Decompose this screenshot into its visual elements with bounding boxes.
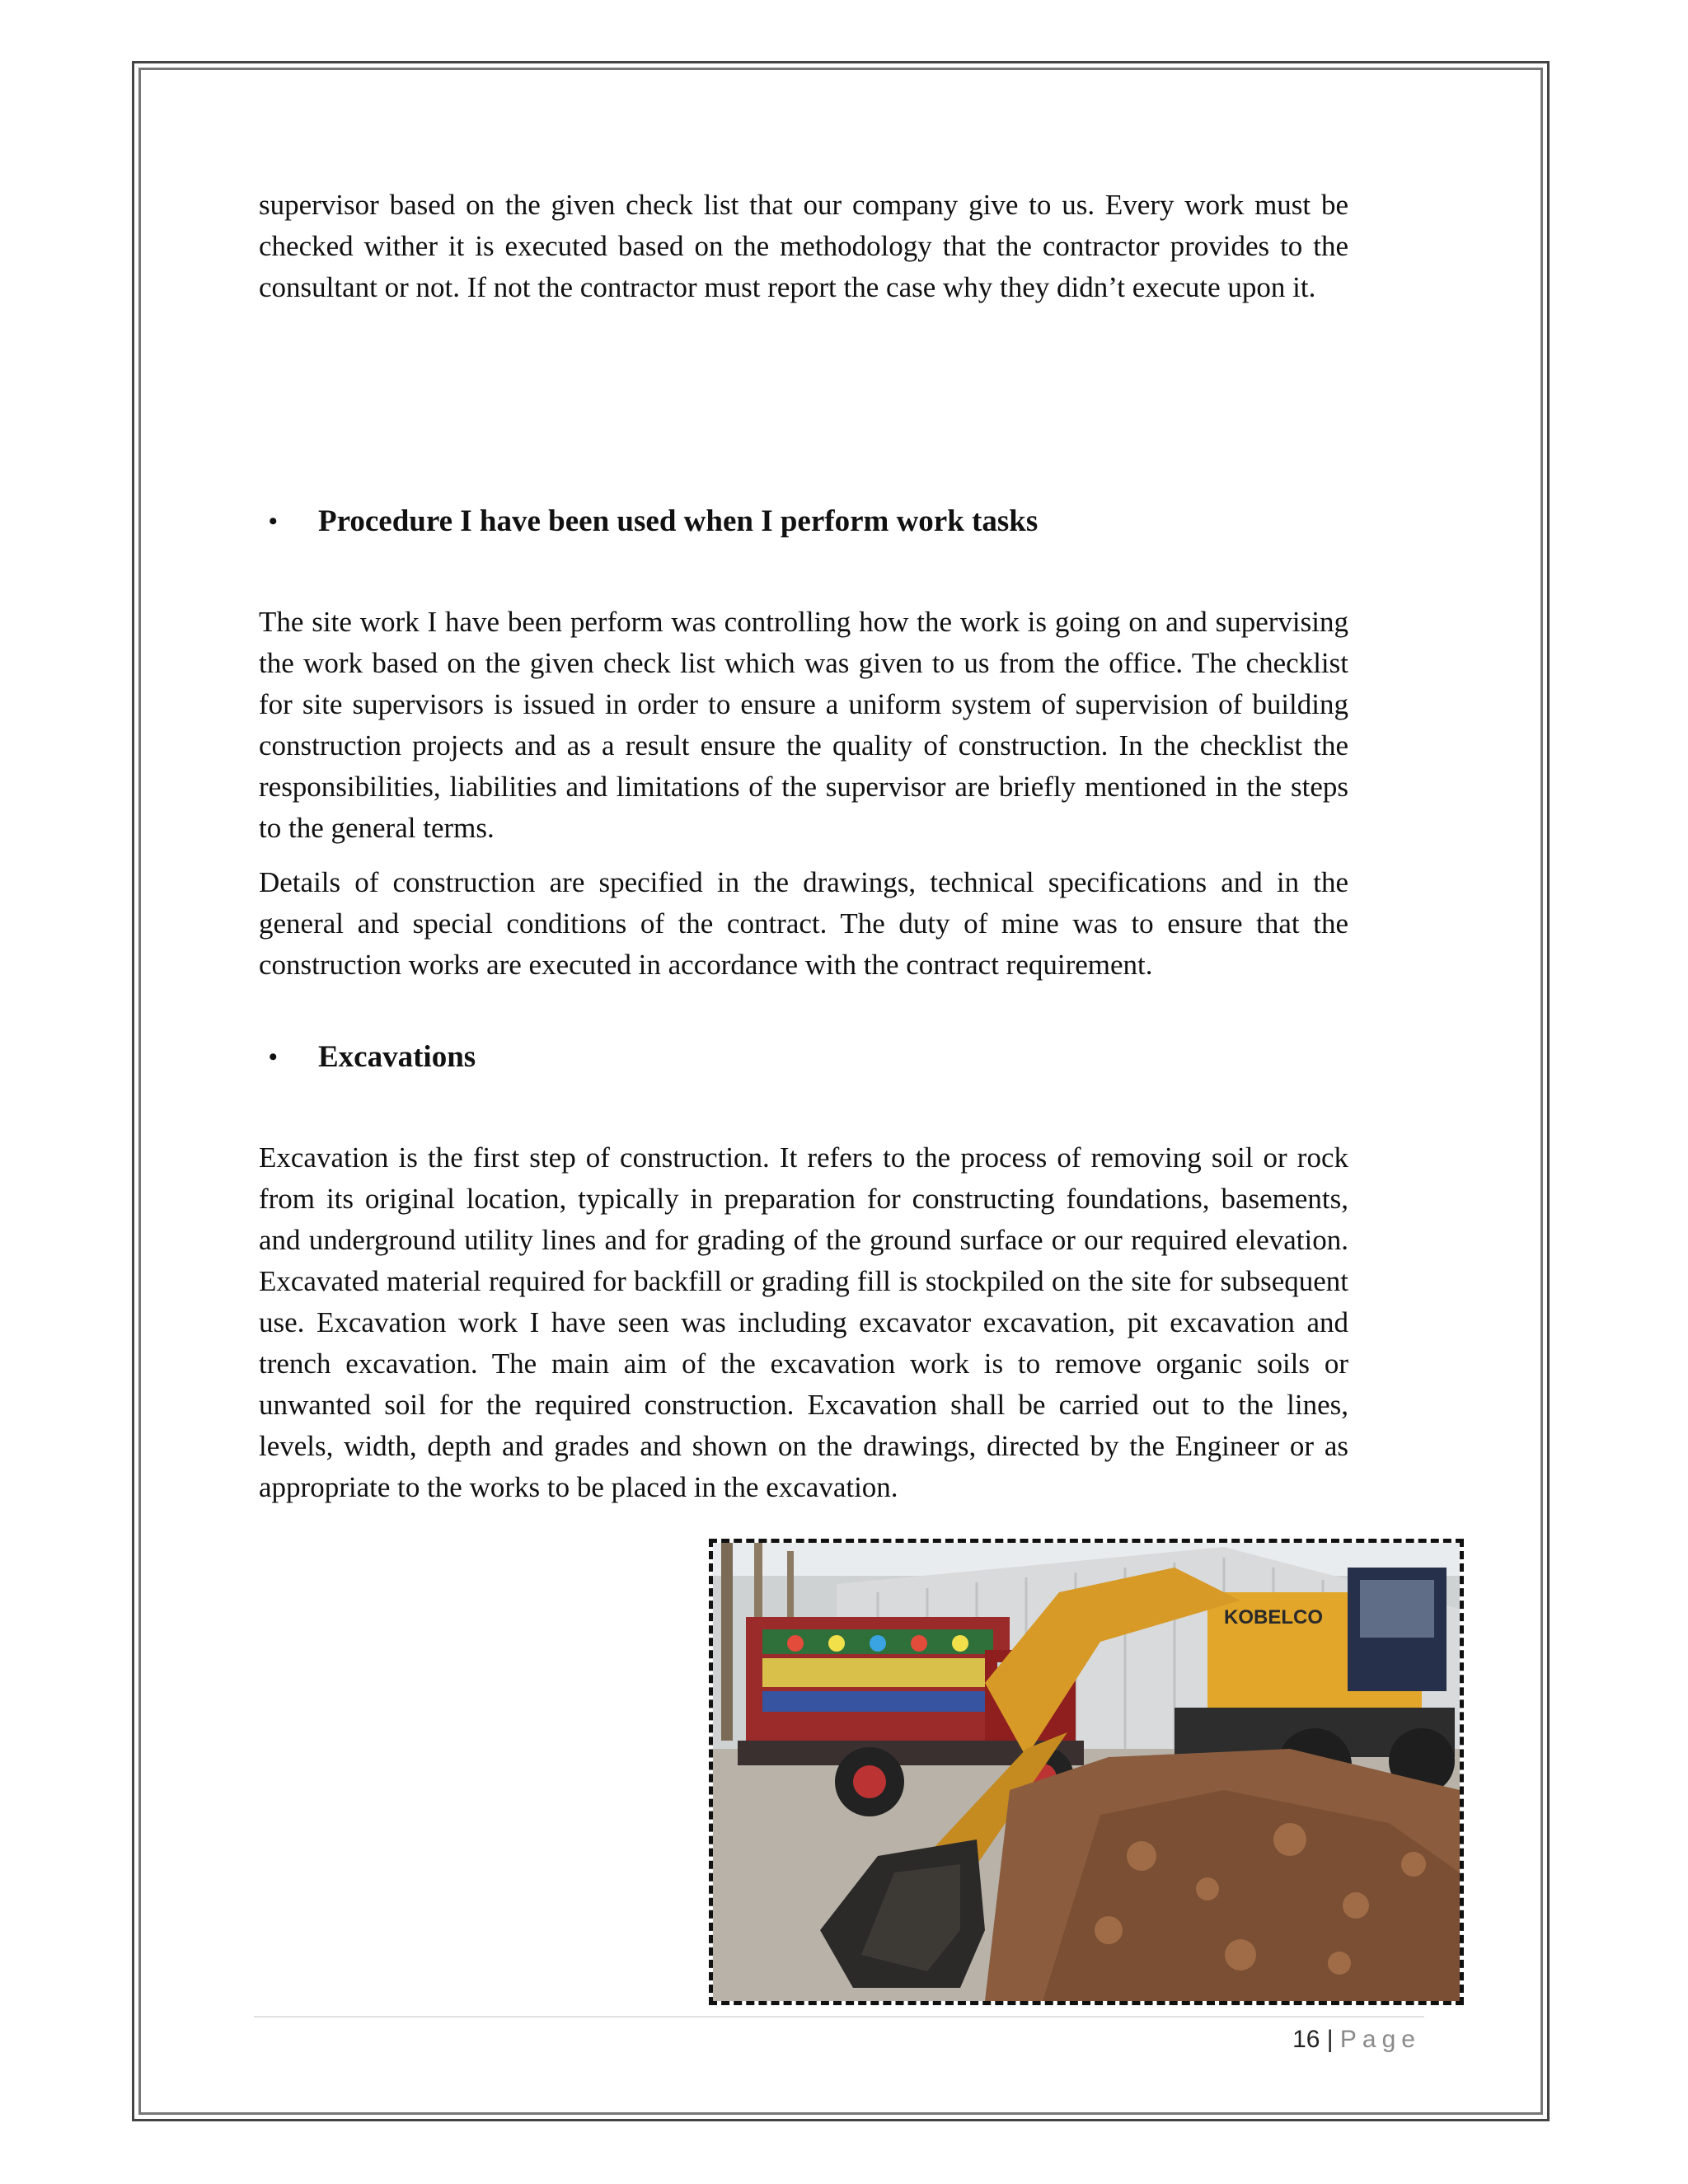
bullet-icon: • bbox=[269, 1043, 278, 1071]
page-footer bbox=[1071, 2023, 1421, 2056]
procedure-paragraph-block bbox=[259, 602, 1348, 986]
excavation-paragraph: Excavation is the first step of construction. It refers to the process of removing soil or rock from its original location, typically in preparation for constructing foundations, basements, and underground utility lines and for grading of the ground surface or our required elevation. Excavated material required for backfill or grading fill is stockpiled on the site for subsequent use. Excavation work I have seen was including excavator excavation, pit excavation and trench excavation. The main aim of the excavation work is to remove organic soils or unwanted soil for the required construction. Excavation shall be carried out to the lines, levels, width, depth and grades and shown on the drawings, directed by the Engineer or as appropriate to the works to be placed in the excavation. bbox=[259, 1141, 1348, 1503]
heading-procedure bbox=[269, 501, 1340, 542]
footer-separator: | bbox=[1326, 2026, 1334, 2053]
footer-divider bbox=[254, 2016, 1424, 2018]
heading-procedure-text: Procedure I have been used when I perform work tasks bbox=[318, 504, 1039, 538]
bullet-icon: • bbox=[269, 508, 278, 535]
excavator-photo-illustration bbox=[713, 1543, 1460, 2001]
procedure-paragraph-1: The site work I have been perform was controlling how the work is going on and supervising the work based on the given check list which was given to us from the office. The checklist for site supervisors is issued in order to ensure a uniform system of supervision of building construction projects and as a result ensure the quality of construction. In the checklist the responsibilities, liabilities and limitations of the supervisor are briefly mentioned in the steps to the general terms. bbox=[259, 606, 1348, 844]
page-number: 16 bbox=[1292, 2026, 1320, 2053]
intro-paragraph: supervisor based on the given check list that our company give to us. Every work must be checked wither it is executed based on the methodology that the contractor provides to the consultant or not. If not the contractor must report the case why they didn’t execute upon it. bbox=[259, 189, 1348, 303]
intro-paragraph-block bbox=[259, 185, 1348, 308]
excavation-paragraph-block bbox=[259, 1137, 1348, 1508]
heading-excavations-text: Excavations bbox=[318, 1040, 476, 1074]
excavator-brand-text: KOBELCO bbox=[1224, 1606, 1323, 1629]
heading-excavations bbox=[269, 1037, 1340, 1078]
excavator-photo bbox=[709, 1539, 1464, 2005]
procedure-paragraph-2: Details of construction are specified in the drawings, technical specifications and in the general and special conditions of the contract. The duty of mine was to ensure that the construction works are executed in accordance with the contract requirement. bbox=[259, 866, 1348, 981]
page-label: Page bbox=[1339, 2026, 1421, 2053]
